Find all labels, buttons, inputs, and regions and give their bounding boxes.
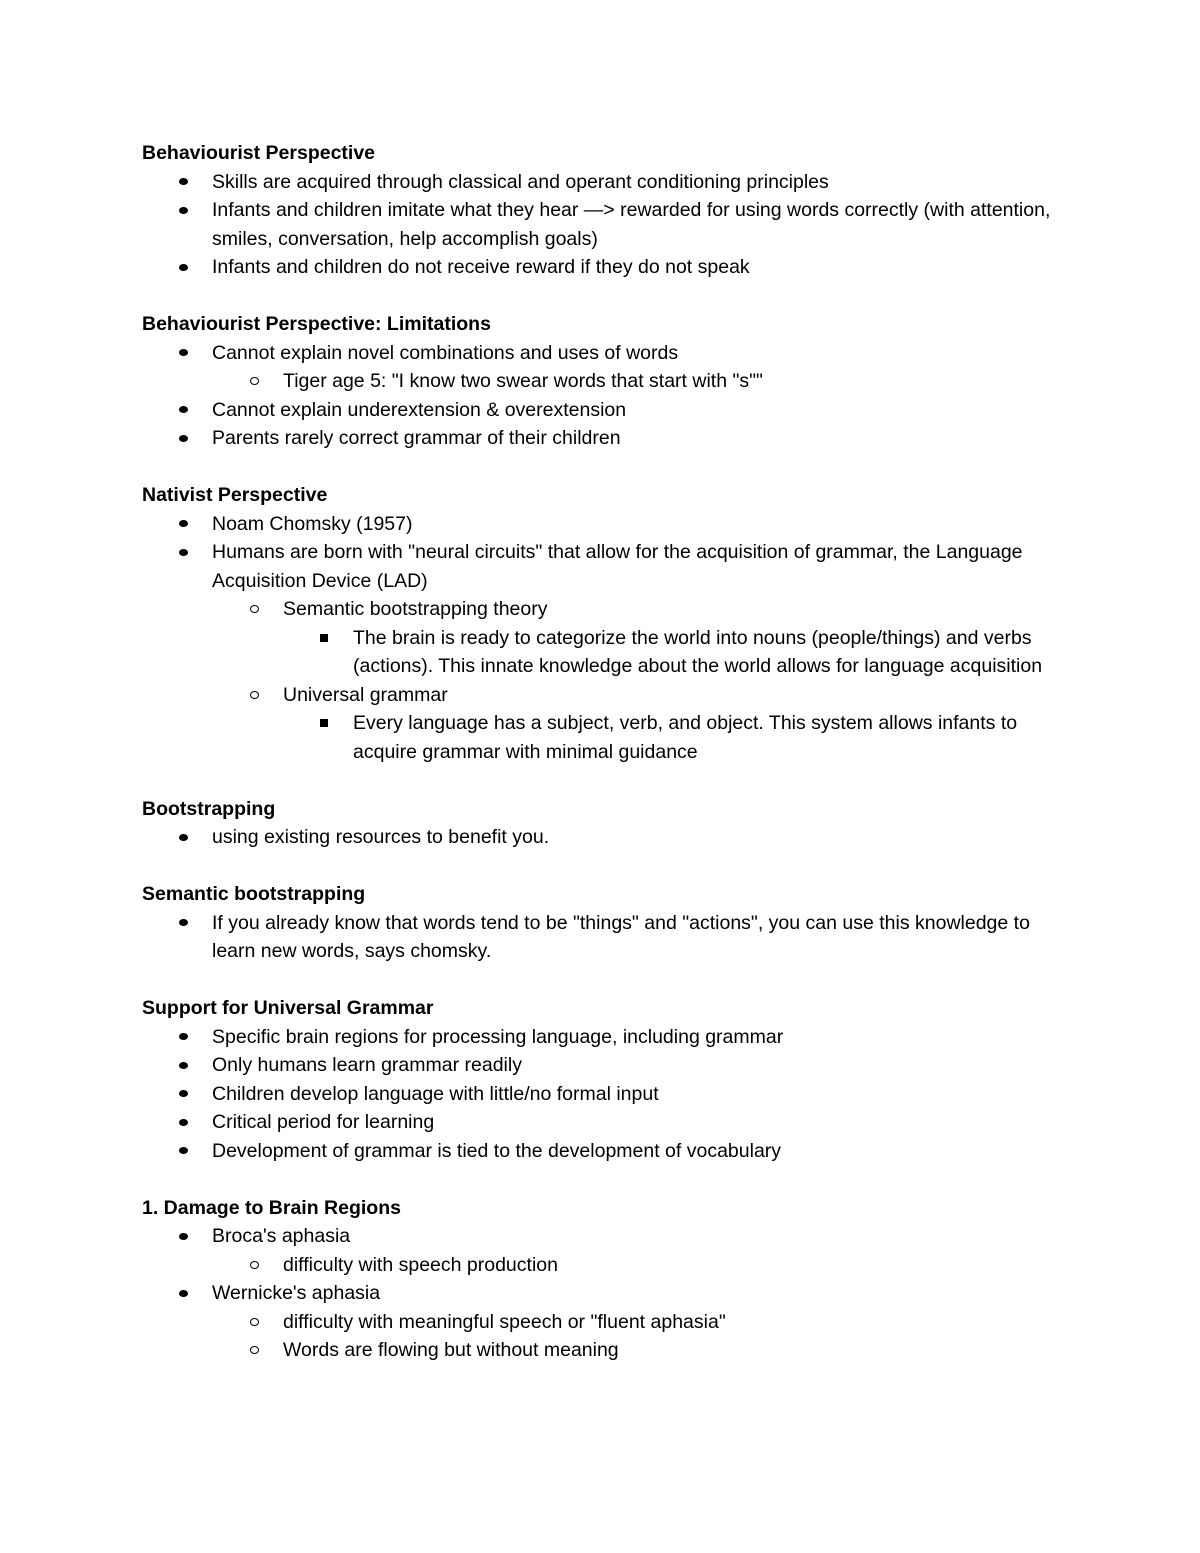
list-item <box>142 709 1062 766</box>
document-page <box>142 139 1062 1393</box>
list-item-text: Cannot explain novel combinations and uses of words <box>212 341 679 364</box>
list-item <box>142 168 1062 197</box>
list-item-text: Infants and children do not receive reward if they do not speak <box>212 256 750 278</box>
list-item-text: Every language has a subject, verb, and object. This system allows infants to acquire grammar with minimal guidance <box>353 712 1018 763</box>
section-heading: Bootstrapping <box>142 797 276 820</box>
list-item <box>142 1336 1062 1365</box>
filled-circle-bullet-icon <box>176 339 190 368</box>
filled-circle-bullet-icon <box>176 396 190 425</box>
list-item-text: Children develop language with little/no formal input <box>212 1082 659 1105</box>
section-heading: Behaviourist Perspective <box>142 142 376 164</box>
list-item-text: using existing resources to benefit you. <box>212 826 550 848</box>
list-item <box>142 1308 1062 1337</box>
list-item <box>142 1051 1062 1080</box>
list-item <box>142 1080 1062 1109</box>
filled-circle-bullet-icon <box>176 1108 190 1137</box>
list-item-text: difficulty with meaningful speech or "fluent aphasia" <box>283 1310 726 1333</box>
section <box>142 795 1062 852</box>
list-item <box>142 396 1062 425</box>
hollow-circle-bullet-icon <box>247 681 261 710</box>
bullet-list <box>142 339 1062 453</box>
filled-circle-bullet-icon <box>176 1279 190 1308</box>
list-item <box>142 367 1062 396</box>
list-item <box>142 1251 1062 1280</box>
section <box>142 139 1062 282</box>
filled-circle-bullet-icon <box>176 168 190 197</box>
list-item-text: Humans are born with "neural circuits" that allow for the acquisition of grammar, the Language Acquisition Device (LAD) <box>212 541 1023 592</box>
list-item <box>142 1279 1062 1308</box>
list-item-text: Wernicke's aphasia <box>212 1282 381 1304</box>
filled-circle-bullet-icon <box>176 909 190 938</box>
filled-circle-bullet-icon <box>176 823 190 852</box>
list-item-text: Tiger age 5: "I know two swear words that start with "s"" <box>283 370 763 392</box>
list-item <box>142 196 1062 253</box>
list-item-text: If you already know that words tend to be "things" and "actions", you can use this knowledge to learn new words, says chomsky. <box>212 911 1030 962</box>
hollow-circle-bullet-icon <box>247 367 261 396</box>
list-item <box>142 624 1062 681</box>
filled-circle-bullet-icon <box>176 538 190 567</box>
list-item <box>142 339 1062 368</box>
list-item-text: Broca's aphasia <box>212 1225 351 1247</box>
list-item <box>142 424 1062 453</box>
filled-circle-bullet-icon <box>176 1137 190 1166</box>
section <box>142 1194 1062 1365</box>
section-heading: Semantic bootstrapping <box>142 883 366 905</box>
filled-circle-bullet-icon <box>176 196 190 225</box>
list-item <box>142 909 1062 966</box>
filled-square-bullet-icon <box>317 709 331 738</box>
list-item-text: Critical period for learning <box>212 1111 435 1133</box>
list-item <box>142 510 1062 539</box>
hollow-circle-bullet-icon <box>247 1251 261 1280</box>
list-item-text: Cannot explain underextension & overextension <box>212 398 627 421</box>
section-heading: Nativist Perspective <box>142 484 328 506</box>
section <box>142 481 1062 766</box>
section-heading: Support for Universal Grammar <box>142 997 434 1019</box>
list-item-text: Semantic bootstrapping theory <box>283 598 548 620</box>
list-item <box>142 538 1062 595</box>
bullet-list <box>142 909 1062 966</box>
list-item-text: Specific brain regions for processing language, including grammar <box>212 1025 784 1048</box>
filled-square-bullet-icon <box>317 624 331 653</box>
list-item <box>142 1023 1062 1052</box>
filled-circle-bullet-icon <box>176 510 190 539</box>
bullet-list <box>142 823 1062 852</box>
list-item <box>142 681 1062 710</box>
bullet-list <box>142 1023 1062 1166</box>
list-item <box>142 1137 1062 1166</box>
list-item-text: Skills are acquired through classical and operant conditioning principles <box>212 170 829 193</box>
list-item-text: Infants and children imitate what they hear —> rewarded for using words correctly (with attention, smiles, conversation, help accomplish goals) <box>212 199 1051 250</box>
filled-circle-bullet-icon <box>176 1080 190 1109</box>
list-item-text: Parents rarely correct grammar of their children <box>212 427 621 449</box>
list-item-text: Universal grammar <box>283 683 448 706</box>
filled-circle-bullet-icon <box>176 1051 190 1080</box>
list-item <box>142 595 1062 624</box>
section-heading: 1. Damage to Brain Regions <box>142 1196 401 1219</box>
hollow-circle-bullet-icon <box>247 1308 261 1337</box>
bullet-list <box>142 510 1062 767</box>
list-item <box>142 1222 1062 1251</box>
list-item-text: Noam Chomsky (1957) <box>212 512 413 535</box>
section <box>142 310 1062 453</box>
section <box>142 994 1062 1165</box>
filled-circle-bullet-icon <box>176 424 190 453</box>
filled-circle-bullet-icon <box>176 253 190 282</box>
list-item <box>142 823 1062 852</box>
list-item-text: The brain is ready to categorize the world into nouns (people/things) and verbs (actions). This innate knowledge about the world allows for language acquisition <box>353 626 1043 677</box>
filled-circle-bullet-icon <box>176 1222 190 1251</box>
filled-circle-bullet-icon <box>176 1023 190 1052</box>
list-item-text: Development of grammar is tied to the development of vocabulary <box>212 1139 782 1162</box>
list-item-text: difficulty with speech production <box>283 1253 558 1276</box>
list-item <box>142 1108 1062 1137</box>
hollow-circle-bullet-icon <box>247 595 261 624</box>
list-item-text: Words are flowing but without meaning <box>283 1339 619 1361</box>
bullet-list <box>142 168 1062 282</box>
section <box>142 880 1062 966</box>
hollow-circle-bullet-icon <box>247 1336 261 1365</box>
list-item <box>142 253 1062 282</box>
list-item-text: Only humans learn grammar readily <box>212 1054 522 1076</box>
section-heading: Behaviourist Perspective: Limitations <box>142 313 491 335</box>
bullet-list <box>142 1222 1062 1365</box>
